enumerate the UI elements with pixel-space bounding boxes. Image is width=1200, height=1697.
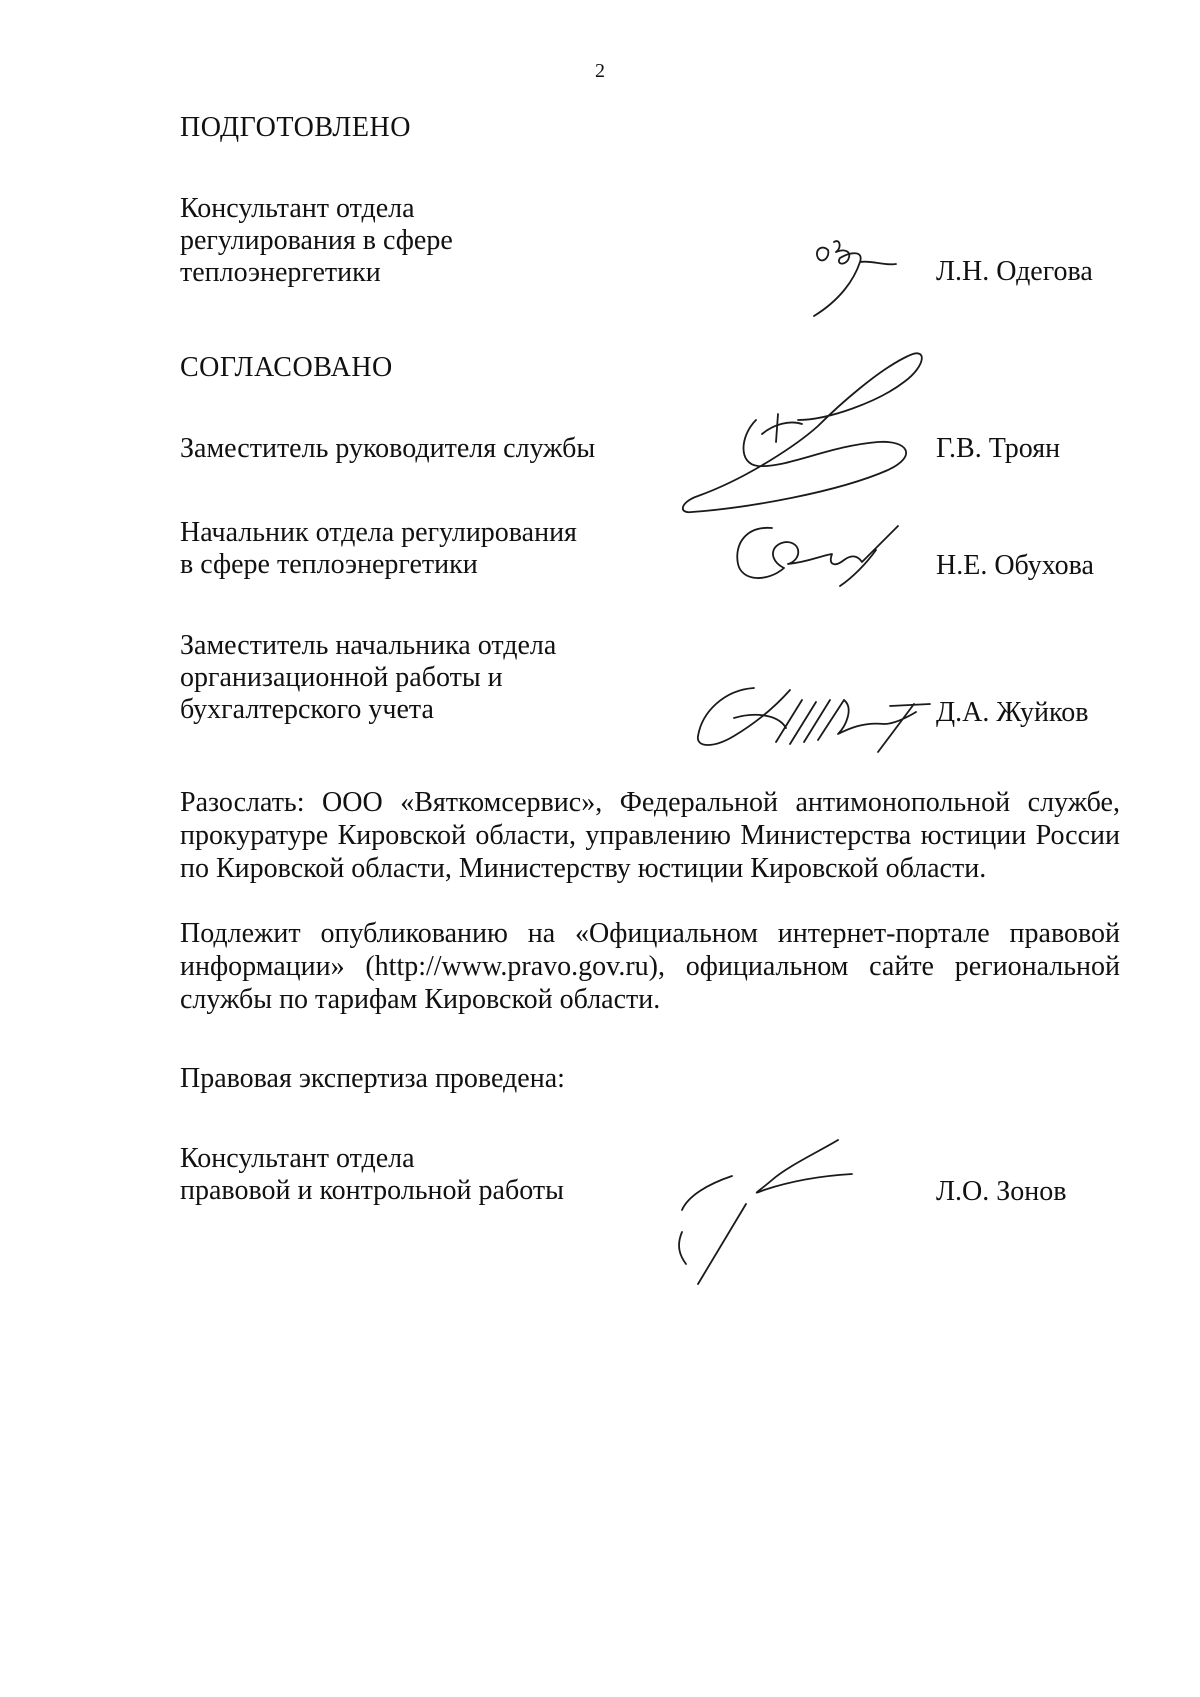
prepared-position-line: теплоэнергетики: [180, 257, 381, 288]
approver-position: [180, 433, 595, 465]
signature-obukhova: [728, 520, 908, 590]
approver-position: [180, 517, 577, 581]
signature-zhuikov: [694, 678, 944, 758]
prepared-position-line: регулирования в сфере: [180, 225, 453, 256]
publication-paragraph: Подлежит опубликованию на «Официальном интернет-портале правовой информации» (http://www.pravo.gov.ru), официальном сайте региональной службы по тарифам Кировской области.: [180, 918, 1120, 1015]
approver-position-line: в сфере теплоэнергетики: [180, 549, 478, 580]
approver-position-line: Начальник отдела регулирования: [180, 517, 577, 548]
approver-name: Г.В. Троян: [936, 433, 1061, 464]
approver-position-line: Заместитель руководителя службы: [180, 433, 596, 464]
legal-review-heading: Правовая экспертиза проведена:: [180, 1063, 565, 1094]
distribution-paragraph: Разослать: ООО «Вяткомсервис», Федеральной антимонопольной службе, прокуратуре Кировской области, управлению Министерства юстиции России по Кировской области, Министерству юстиции Кировской области.: [180, 787, 1120, 884]
prepared-position-line: Консультант отдела: [180, 193, 415, 224]
prepared-heading: ПОДГОТОВЛЕНО: [180, 112, 411, 143]
approver-position: [180, 630, 556, 726]
page-number: 2: [595, 60, 605, 82]
approver-position-line: бухгалтерского учета: [180, 694, 434, 725]
legal-review-position-line: Консультант отдела: [180, 1143, 415, 1174]
approved-heading: СОГЛАСОВАНО: [180, 352, 393, 383]
signature-troyan: [678, 346, 928, 526]
approver-name: Д.А. Жуйков: [936, 697, 1089, 728]
approver-position-line: Заместитель начальника отдела: [180, 630, 557, 661]
prepared-position: [180, 193, 453, 289]
signature-zonov: [668, 1136, 858, 1286]
prepared-name: Л.Н. Одегова: [936, 256, 1093, 287]
legal-review-name: Л.О. Зонов: [936, 1176, 1067, 1207]
signature-odegova: [800, 230, 910, 320]
legal-review-position-line: правовой и контрольной работы: [180, 1175, 564, 1206]
approver-position-line: организационной работы и: [180, 662, 503, 693]
legal-review-position: [180, 1143, 564, 1207]
approver-name: Н.Е. Обухова: [936, 550, 1094, 581]
